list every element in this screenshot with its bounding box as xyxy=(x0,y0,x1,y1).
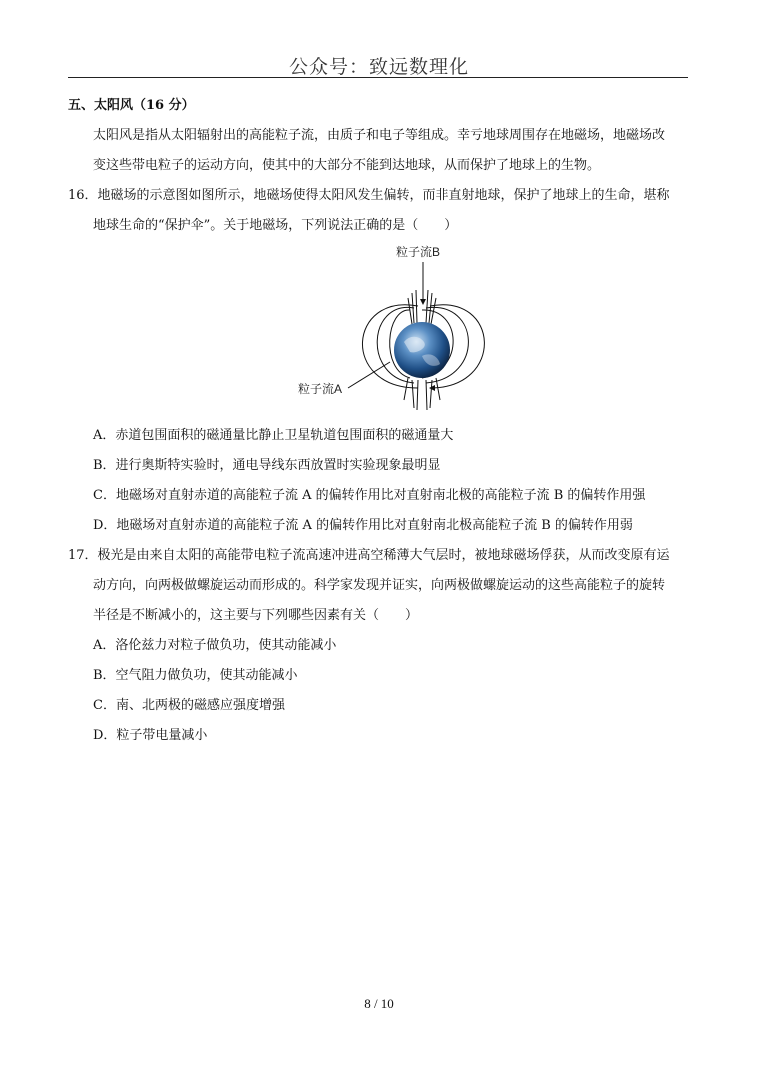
intro-line-2: 变这些带电粒子的运动方向，使其中的大部分不能到达地球，从而保护了地球上的生物。 xyxy=(93,158,601,173)
q16-option-a: A．赤道包围面积的磁通量比静止卫星轨道包围面积的磁通量大 xyxy=(93,428,454,443)
q17-option-c: C．南、北两极的磁感应强度增强 xyxy=(93,698,285,713)
geomagnetic-field-figure xyxy=(290,238,510,418)
q17-option-b: B．空气阻力做负功，使其动能减小 xyxy=(93,668,298,683)
q16-option-d: D．地磁场对直射赤道的高能粒子流 A 的偏转作用比对直射南北极高能粒子流 B 的偏转作用弱 xyxy=(93,518,633,533)
page-number: 8 / 10 xyxy=(364,996,394,1011)
page-header-title: 公众号：致远数理化 xyxy=(288,56,469,78)
section-title: 五、太阳风（16 分） xyxy=(68,98,195,113)
header-rule xyxy=(68,77,688,78)
q16-stem-line-2: 地球生命的“保护伞”。关于地磁场，下列说法正确的是（ ） xyxy=(93,218,458,233)
q17-stem-line-2: 动方向，向两极做螺旋运动而形成的。科学家发现并证实，向两极做螺旋运动的这些高能粒子的旋转 xyxy=(93,578,666,593)
label-particle-stream-a: 粒子流A xyxy=(298,382,343,396)
intro-line-1: 太阳风是指从太阳辐射出的高能粒子流，由质子和电子等组成。幸亏地球周围存在地磁场，地磁场改 xyxy=(93,128,666,143)
q17-option-d: D．粒子带电量减小 xyxy=(93,728,208,743)
q16-option-b: B．进行奥斯特实验时，通电导线东西放置时实验现象最明显 xyxy=(93,458,441,473)
q17-option-a: A．洛伦兹力对粒子做负功，使其动能减小 xyxy=(93,638,337,653)
q17-stem-line-3: 半径是不断减小的，这主要与下列哪些因素有关（ ） xyxy=(93,608,419,623)
q16-stem-line-1: 16．地磁场的示意图如图所示，地磁场使得太阳风发生偏转，而非直射地球，保护了地球上的生命，堪称 xyxy=(68,188,670,203)
label-particle-stream-b: 粒子流B xyxy=(396,245,441,259)
q17-stem-line-1: 17．极光是由来自太阳的高能带电粒子流高速冲进高空稀薄大气层时，被地球磁场俘获，从而改变原有运 xyxy=(68,548,670,563)
earth-globe xyxy=(394,322,450,378)
q16-option-c: C．地磁场对直射赤道的高能粒子流 A 的偏转作用比对直射南北极的高能粒子流 B 的偏转作用强 xyxy=(93,488,646,503)
